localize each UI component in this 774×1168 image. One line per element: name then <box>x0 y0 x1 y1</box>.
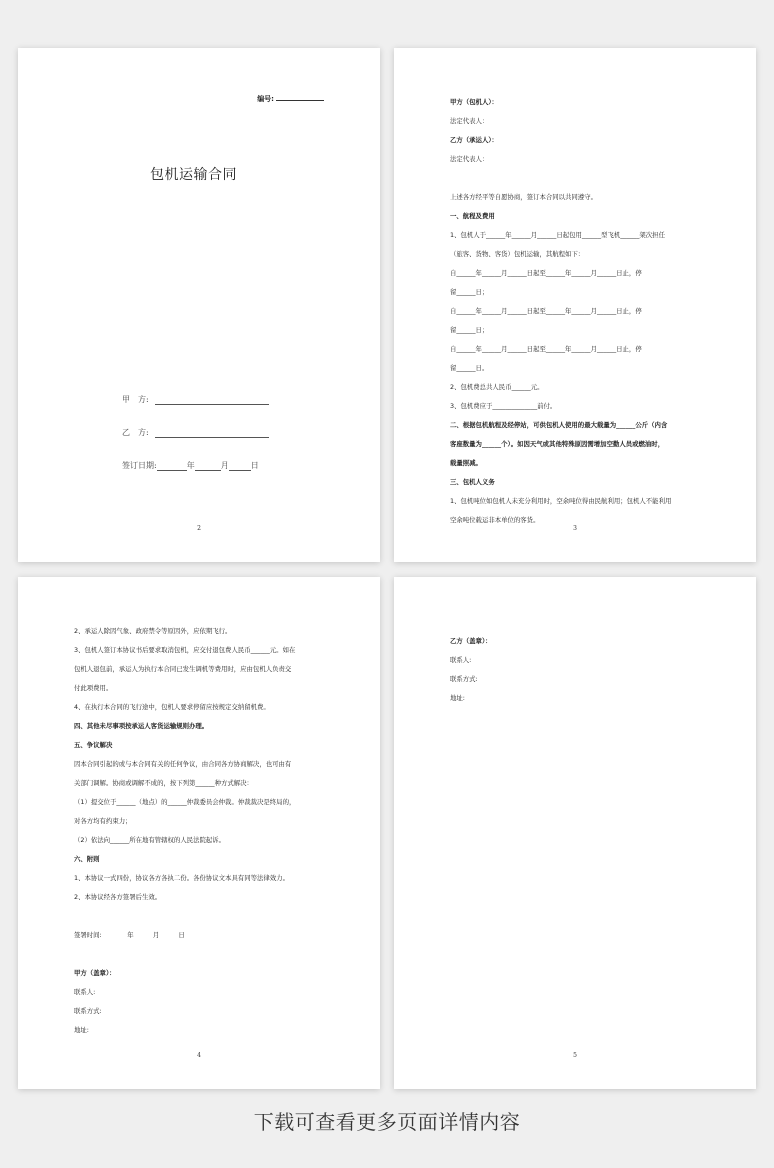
contract-number-label: 编号: <box>257 95 274 103</box>
body-line: 1、本协议一式四份，协议各方各执二份。各份协议文本具有同等法律效力。 <box>74 874 289 882</box>
document-title: 包机运输合同 <box>150 167 237 183</box>
sign-date-label: 签订日期: <box>122 461 157 470</box>
year-blank <box>157 470 187 471</box>
body-line: 留______日； <box>450 288 489 296</box>
body-line: 3、包机人签订本协议书后要求取消包机，应交付退包费人民币______元。如在 <box>74 646 296 654</box>
section-heading: 四、其他未尽事项按承运人客货运输规则办理。 <box>74 722 209 730</box>
party-b-blank <box>155 437 269 438</box>
body-line: 联系人: <box>450 656 472 664</box>
body-line: 1、包机人于______年______月______日起包用______型飞机______架次担任 <box>450 231 665 239</box>
page-number: 4 <box>197 1052 201 1059</box>
document-page-cover <box>18 48 380 562</box>
body-line: 地址: <box>74 1026 89 1034</box>
download-more-caption: 下载可查看更多页面详情内容 <box>253 1110 521 1134</box>
party-a-signature-line <box>122 394 269 405</box>
month-blank <box>195 470 221 471</box>
page-body-text <box>74 622 340 1040</box>
body-line: 自______年______月______日起至______年______月______日止，停 <box>450 269 642 277</box>
section-heading: 一、航程及费用 <box>450 212 495 220</box>
section-heading: 乙方（盖章）： <box>450 637 492 645</box>
section-heading: 乙方（承运人）： <box>450 136 498 144</box>
body-line: 自______年______月______日起至______年______月______日止，停 <box>450 345 642 353</box>
day-blank <box>229 470 251 471</box>
page-body-text <box>450 93 716 530</box>
body-line: 上述各方经平等自愿协商，签订本合同以共同遵守。 <box>450 193 597 201</box>
month-label: 月 <box>220 461 229 470</box>
body-line <box>74 907 340 926</box>
section-heading: 三、包机人义务 <box>450 478 495 486</box>
page-number: 2 <box>197 525 201 532</box>
body-line: 2、包机费总共人民币______元。 <box>450 383 544 391</box>
body-line: 4、在执行本合同的飞行途中，包机人要求停留应按规定交纳留机费。 <box>74 703 270 711</box>
body-line: 法定代表人： <box>450 155 489 163</box>
body-line: （旅客、货物、客货）包机运输，其航程如下： <box>450 250 585 258</box>
page-number: 5 <box>573 1052 577 1059</box>
body-line: 联系人: <box>74 988 96 996</box>
section-heading: 载量照减。 <box>450 459 482 467</box>
body-line <box>450 169 716 188</box>
page-body-text <box>450 632 716 708</box>
body-line: 2、本协议经各方签署后生效。 <box>74 893 162 901</box>
body-line: 联系方式: <box>74 1007 102 1015</box>
body-line: （1）提交位于______（地点）的______仲裁委员会仲裁。仲裁裁决是终局的， <box>74 798 296 806</box>
body-line: 留______日。 <box>450 364 489 372</box>
section-heading: 五、争议解决 <box>74 741 113 749</box>
body-line: 关部门调解。协商或调解不成的，按下列第______种方式解决： <box>74 779 253 787</box>
body-line: 包机人退包前，承运人为执行本合同已发生调机等费用时，应由包机人负责交 <box>74 665 292 673</box>
section-heading: 六、附则 <box>74 855 100 863</box>
section-heading: 二、根据包机航程及经停站，可供包机人使用的最大载量为______公斤（内含 <box>450 421 668 429</box>
body-line: （2）依法向______所在地有管辖权的人民法院起诉。 <box>74 836 226 844</box>
year-label: 年 <box>186 461 195 470</box>
contract-number-blank <box>276 100 324 101</box>
body-line: 付此项费用。 <box>74 684 113 692</box>
section-heading: 甲方（包机人）： <box>450 98 498 106</box>
body-line: 法定代表人： <box>450 117 489 125</box>
section-heading: 客座数量为______个）。如因天气或其他特殊原因需增加空勤人员或燃油时， <box>450 440 665 448</box>
body-line: 签署时间: 年 月 日 <box>74 931 185 939</box>
body-line: 3、包机费应于______________前付。 <box>450 402 557 410</box>
body-line: 自______年______月______日起至______年______月______日止，停 <box>450 307 642 315</box>
document-page-2 <box>394 48 756 562</box>
day-label: 日 <box>250 461 259 470</box>
body-line: 因本合同引起的或与本合同有关的任何争议，由合同各方协商解决，也可由有 <box>74 760 292 768</box>
page-number: 3 <box>573 525 577 532</box>
contract-number-field <box>257 94 324 104</box>
party-a-label: 甲 方: <box>122 395 149 404</box>
body-line: 留______日； <box>450 326 489 334</box>
body-line: 地址: <box>450 694 465 702</box>
party-b-signature-line <box>122 427 269 438</box>
body-line: 1、包机吨位如包机人未充分利用时，空余吨位得由民航利用；包机人不能利用 <box>450 497 672 505</box>
sign-date-line <box>122 460 259 471</box>
section-heading: 甲方（盖章）： <box>74 969 116 977</box>
body-line: 2、承运人除因气象、政府禁令等原因外，应依期飞行。 <box>74 627 232 635</box>
body-line: 空余吨位载运非本单位的客货。 <box>450 516 540 524</box>
body-line <box>74 945 340 964</box>
document-page-3 <box>18 577 380 1089</box>
body-line: 联系方式: <box>450 675 478 683</box>
party-b-label: 乙 方: <box>122 428 149 437</box>
document-page-4 <box>394 577 756 1089</box>
party-a-blank <box>155 404 269 405</box>
body-line: 对各方均有约束力； <box>74 817 132 825</box>
